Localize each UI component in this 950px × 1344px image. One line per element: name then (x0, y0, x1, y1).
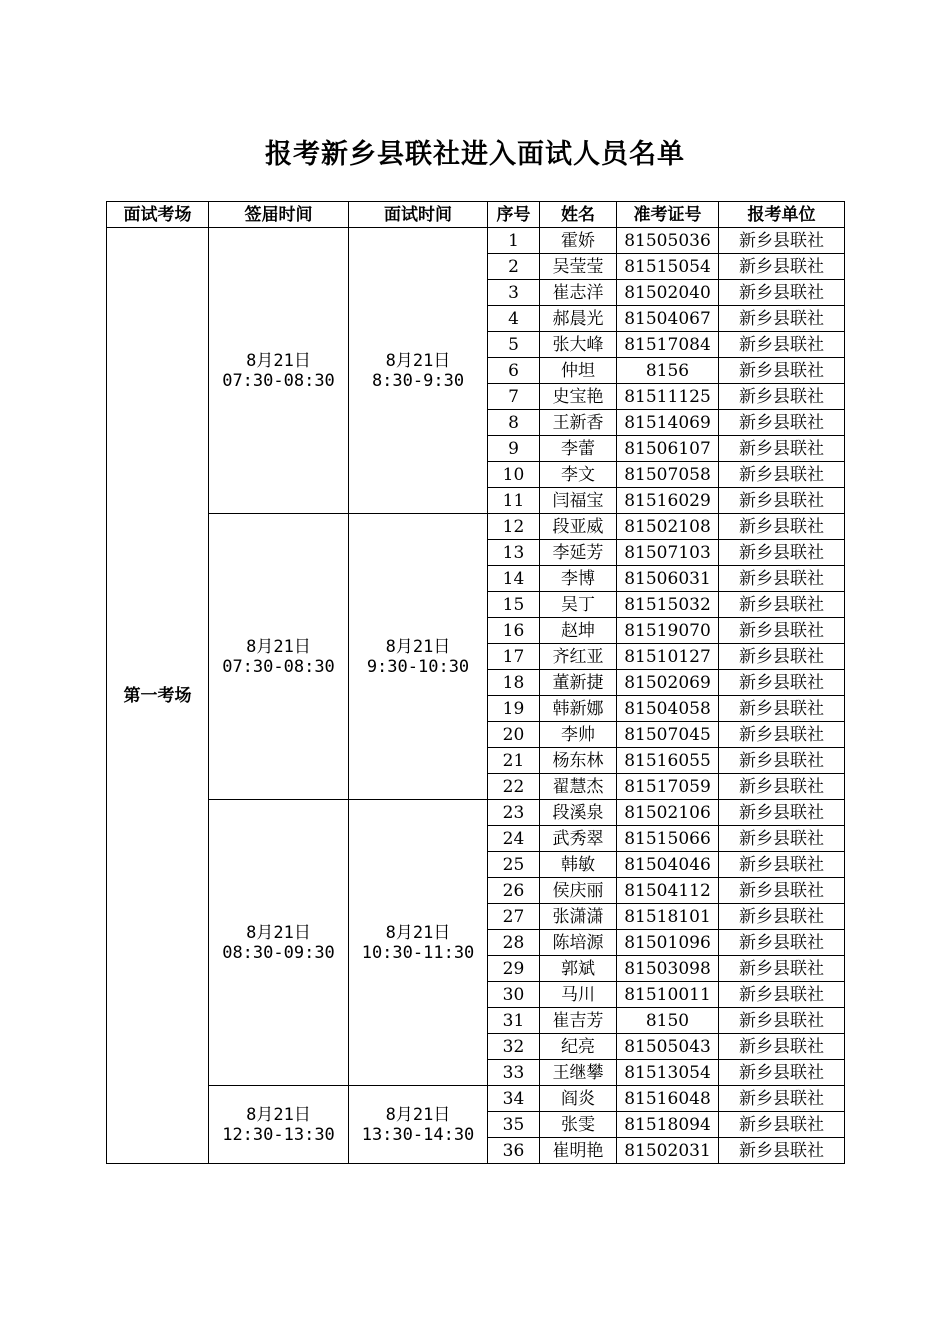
unit-cell: 新乡县联社 (719, 852, 845, 878)
header-name: 姓名 (540, 202, 617, 228)
seq-cell: 16 (488, 618, 540, 644)
ticket-number-cell: 81517084 (617, 332, 719, 358)
header-ticket-number: 准考证号 (617, 202, 719, 228)
table-row (107, 514, 845, 540)
unit-cell: 新乡县联社 (719, 618, 845, 644)
ticket-number-cell: 81510127 (617, 644, 719, 670)
name-cell: 闫福宝 (540, 488, 617, 514)
seq-cell: 29 (488, 956, 540, 982)
unit-cell: 新乡县联社 (719, 332, 845, 358)
unit-cell: 新乡县联社 (719, 722, 845, 748)
seq-cell: 19 (488, 696, 540, 722)
name-cell: 纪亮 (540, 1034, 617, 1060)
unit-cell: 新乡县联社 (719, 358, 845, 384)
seq-cell: 2 (488, 254, 540, 280)
ticket-number-cell: 81507045 (617, 722, 719, 748)
unit-cell: 新乡县联社 (719, 306, 845, 332)
seq-cell: 17 (488, 644, 540, 670)
seq-cell: 4 (488, 306, 540, 332)
seq-cell: 10 (488, 462, 540, 488)
ticket-number-cell: 81502040 (617, 280, 719, 306)
name-cell: 史宝艳 (540, 384, 617, 410)
seq-cell: 27 (488, 904, 540, 930)
seq-cell: 28 (488, 930, 540, 956)
ticket-number-cell: 81502069 (617, 670, 719, 696)
seq-cell: 1 (488, 228, 540, 254)
unit-cell: 新乡县联社 (719, 1112, 845, 1138)
seq-cell: 11 (488, 488, 540, 514)
unit-cell: 新乡县联社 (719, 254, 845, 280)
interview-time-cell (349, 800, 488, 1086)
checkin-date: 8月21日 (246, 350, 311, 371)
seq-cell: 25 (488, 852, 540, 878)
seq-cell: 18 (488, 670, 540, 696)
name-cell: 陈培源 (540, 930, 617, 956)
checkin-time-cell (209, 228, 349, 514)
unit-cell: 新乡县联社 (719, 800, 845, 826)
checkin-date: 8月21日 (246, 1104, 311, 1125)
unit-cell: 新乡县联社 (719, 514, 845, 540)
table-row (107, 1086, 845, 1112)
name-cell: 张大峰 (540, 332, 617, 358)
seq-cell: 7 (488, 384, 540, 410)
unit-cell: 新乡县联社 (719, 488, 845, 514)
name-cell: 崔吉芳 (540, 1008, 617, 1034)
header-interview-time: 面试时间 (349, 202, 488, 228)
seq-cell: 32 (488, 1034, 540, 1060)
ticket-number-cell: 81506107 (617, 436, 719, 462)
unit-cell: 新乡县联社 (719, 748, 845, 774)
name-cell: 吴莹莹 (540, 254, 617, 280)
unit-cell: 新乡县联社 (719, 956, 845, 982)
ticket-number-cell: 81504112 (617, 878, 719, 904)
unit-cell: 新乡县联社 (719, 982, 845, 1008)
header-seq: 序号 (488, 202, 540, 228)
name-cell: 张雯 (540, 1112, 617, 1138)
unit-cell: 新乡县联社 (719, 462, 845, 488)
unit-cell: 新乡县联社 (719, 566, 845, 592)
name-cell: 赵坤 (540, 618, 617, 644)
name-cell: 郝晨光 (540, 306, 617, 332)
seq-cell: 34 (488, 1086, 540, 1112)
unit-cell: 新乡县联社 (719, 1138, 845, 1164)
ticket-number-cell: 81503098 (617, 956, 719, 982)
interview-time-cell (349, 1086, 488, 1164)
seq-cell: 22 (488, 774, 540, 800)
seq-cell: 8 (488, 410, 540, 436)
name-cell: 吴丁 (540, 592, 617, 618)
header-unit: 报考单位 (719, 202, 845, 228)
interview-date: 8月21日 (385, 636, 451, 657)
name-cell: 韩敏 (540, 852, 617, 878)
name-cell: 杨东林 (540, 748, 617, 774)
ticket-number-cell: 81504046 (617, 852, 719, 878)
unit-cell: 新乡县联社 (719, 410, 845, 436)
table-row (107, 800, 845, 826)
name-cell: 翟慧杰 (540, 774, 617, 800)
ticket-number-cell: 81514069 (617, 410, 719, 436)
name-cell: 仲坦 (540, 358, 617, 384)
ticket-number-cell: 81519070 (617, 618, 719, 644)
unit-cell: 新乡县联社 (719, 1008, 845, 1034)
unit-cell: 新乡县联社 (719, 878, 845, 904)
checkin-time-range: 08:30-09:30 (222, 942, 335, 963)
name-cell: 韩新娜 (540, 696, 617, 722)
ticket-number-cell: 81504058 (617, 696, 719, 722)
seq-cell: 6 (488, 358, 540, 384)
unit-cell: 新乡县联社 (719, 1034, 845, 1060)
unit-cell: 新乡县联社 (719, 540, 845, 566)
unit-cell: 新乡县联社 (719, 826, 845, 852)
unit-cell: 新乡县联社 (719, 696, 845, 722)
ticket-number-cell: 81516055 (617, 748, 719, 774)
ticket-number-cell: 81511125 (617, 384, 719, 410)
ticket-number-cell: 81515066 (617, 826, 719, 852)
name-cell: 段亚威 (540, 514, 617, 540)
interview-time-range: 8:30-9:30 (371, 370, 465, 391)
seq-cell: 5 (488, 332, 540, 358)
interview-roster-table (106, 201, 845, 1164)
ticket-number-cell: 81515054 (617, 254, 719, 280)
checkin-time-cell (209, 514, 349, 800)
unit-cell: 新乡县联社 (719, 904, 845, 930)
ticket-number-cell: 81502108 (617, 514, 719, 540)
unit-cell: 新乡县联社 (719, 774, 845, 800)
ticket-number-cell: 81502106 (617, 800, 719, 826)
venue-cell: 第一考场 (107, 228, 209, 1164)
ticket-number-cell: 81504067 (617, 306, 719, 332)
table-header-row (107, 202, 845, 228)
ticket-number-cell: 81513054 (617, 1060, 719, 1086)
name-cell: 李延芳 (540, 540, 617, 566)
seq-cell: 26 (488, 878, 540, 904)
unit-cell: 新乡县联社 (719, 436, 845, 462)
ticket-number-cell: 81516029 (617, 488, 719, 514)
ticket-number-cell: 81507058 (617, 462, 719, 488)
checkin-time-range: 12:30-13:30 (222, 1124, 335, 1145)
seq-cell: 12 (488, 514, 540, 540)
name-cell: 郭斌 (540, 956, 617, 982)
unit-cell: 新乡县联社 (719, 1086, 845, 1112)
ticket-number-cell: 81516048 (617, 1086, 719, 1112)
seq-cell: 20 (488, 722, 540, 748)
ticket-number-cell: 81517059 (617, 774, 719, 800)
name-cell: 李文 (540, 462, 617, 488)
seq-cell: 9 (488, 436, 540, 462)
name-cell: 齐红亚 (540, 644, 617, 670)
seq-cell: 13 (488, 540, 540, 566)
unit-cell: 新乡县联社 (719, 384, 845, 410)
seq-cell: 3 (488, 280, 540, 306)
unit-cell: 新乡县联社 (719, 930, 845, 956)
seq-cell: 23 (488, 800, 540, 826)
name-cell: 李帅 (540, 722, 617, 748)
ticket-number-cell: 81518101 (617, 904, 719, 930)
name-cell: 武秀翠 (540, 826, 617, 852)
name-cell: 李蕾 (540, 436, 617, 462)
unit-cell: 新乡县联社 (719, 280, 845, 306)
ticket-number-cell: 81505036 (617, 228, 719, 254)
unit-cell: 新乡县联社 (719, 670, 845, 696)
name-cell: 李博 (540, 566, 617, 592)
table-row (107, 228, 845, 254)
ticket-number-cell: 8150 (617, 1008, 719, 1034)
interview-date: 8月21日 (385, 1104, 451, 1125)
unit-cell: 新乡县联社 (719, 228, 845, 254)
unit-cell: 新乡县联社 (719, 644, 845, 670)
checkin-time-cell (209, 800, 349, 1086)
table-body (107, 228, 845, 1164)
name-cell: 崔明艳 (540, 1138, 617, 1164)
checkin-date: 8月21日 (246, 922, 311, 943)
seq-cell: 33 (488, 1060, 540, 1086)
ticket-number-cell: 81502031 (617, 1138, 719, 1164)
checkin-date: 8月21日 (246, 636, 311, 657)
seq-cell: 35 (488, 1112, 540, 1138)
seq-cell: 30 (488, 982, 540, 1008)
name-cell: 侯庆丽 (540, 878, 617, 904)
checkin-time-range: 07:30-08:30 (222, 370, 335, 391)
header-venue: 面试考场 (107, 202, 209, 228)
name-cell: 马川 (540, 982, 617, 1008)
seq-cell: 21 (488, 748, 540, 774)
page-title: 报考新乡县联社进入面试人员名单 (265, 139, 685, 170)
name-cell: 段溪泉 (540, 800, 617, 826)
ticket-number-cell: 81518094 (617, 1112, 719, 1138)
ticket-number-cell: 81506031 (617, 566, 719, 592)
unit-cell: 新乡县联社 (719, 592, 845, 618)
interview-time-cell (349, 228, 488, 514)
ticket-number-cell: 81515032 (617, 592, 719, 618)
seq-cell: 36 (488, 1138, 540, 1164)
seq-cell: 31 (488, 1008, 540, 1034)
name-cell: 阎炎 (540, 1086, 617, 1112)
interview-date: 8月21日 (385, 922, 451, 943)
seq-cell: 24 (488, 826, 540, 852)
seq-cell: 14 (488, 566, 540, 592)
interview-date: 8月21日 (385, 350, 451, 371)
ticket-number-cell: 8156 (617, 358, 719, 384)
interview-time-cell (349, 514, 488, 800)
name-cell: 董新捷 (540, 670, 617, 696)
interview-time-range: 10:30-11:30 (361, 942, 475, 963)
ticket-number-cell: 81507103 (617, 540, 719, 566)
ticket-number-cell: 81505043 (617, 1034, 719, 1060)
interview-time-range: 9:30-10:30 (366, 656, 470, 677)
name-cell: 王新香 (540, 410, 617, 436)
name-cell: 张潇潇 (540, 904, 617, 930)
ticket-number-cell: 81510011 (617, 982, 719, 1008)
ticket-number-cell: 81501096 (617, 930, 719, 956)
name-cell: 王继攀 (540, 1060, 617, 1086)
seq-cell: 15 (488, 592, 540, 618)
header-checkin-time: 签届时间 (209, 202, 349, 228)
interview-time-range: 13:30-14:30 (361, 1124, 475, 1145)
checkin-time-range: 07:30-08:30 (222, 656, 335, 677)
unit-cell: 新乡县联社 (719, 1060, 845, 1086)
name-cell: 霍娇 (540, 228, 617, 254)
name-cell: 崔志洋 (540, 280, 617, 306)
checkin-time-cell (209, 1086, 349, 1164)
